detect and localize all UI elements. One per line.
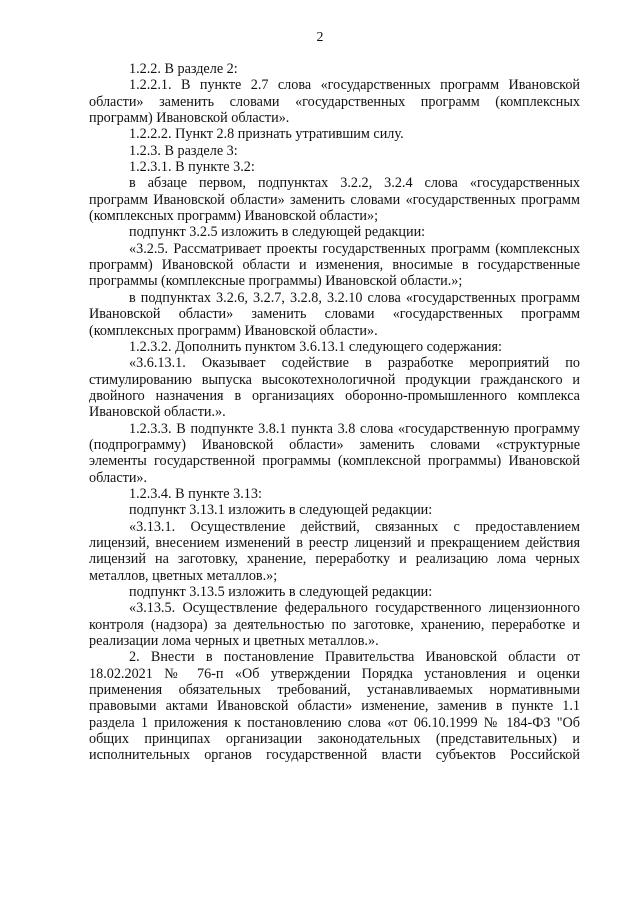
paragraph-3-13-5-intro: подпункт 3.13.5 изложить в следующей редакции: bbox=[129, 584, 433, 600]
paragraph-3-2-5-intro: подпункт 3.2.5 изложить в следующей редакции: bbox=[129, 224, 426, 241]
paragraph-3-13-1-text: «3.13.1. Осуществление действий, связанных с предоставлением лицензий, внесением изменений в реестр лицензий и прекращением действия лицензий на заготовку, хранение, переработку и реализацию лома черных металлов, цветных металлов.»; bbox=[89, 518, 580, 584]
paragraph-1-2-2: 1.2.2. В разделе 2: bbox=[129, 61, 238, 77]
paragraph-1-2-3: 1.2.3. В разделе 3: bbox=[129, 142, 238, 159]
paragraph-3-13-5-text: «3.13.5. Осуществление федерального государственного лицензионного контроля (надзора) за деятельностью по заготовке, хранению, переработке и реализации лома черных и цветных металлов.». bbox=[89, 600, 580, 650]
document-body bbox=[89, 61, 580, 764]
paragraph-first-abzac: в абзаце первом, подпунктах 3.2.2, 3.2.4 слова «государственных программ Ивановской области» заменить словами «государственных программ (комплексных программ) Ивановской области»; bbox=[89, 175, 580, 225]
paragraph-1-2-3-3: 1.2.3.3. В подпункте 3.8.1 пункта 3.8 слова «государственную программу (подпрограмму) Ивановской области» заменить словами «структурные элементы государственной программы (комплексной программы) Ивановской области». bbox=[89, 420, 580, 486]
paragraph-subpoints: в подпунктах 3.2.6, 3.2.7, 3.2.8, 3.2.10 слова «государственных программ Ивановской области» заменить словами «государственных программ (комплексных программ) Ивановской области». bbox=[89, 289, 580, 339]
paragraph-1-2-2-1: 1.2.2.1. В пункте 2.7 слова «государственных программ Ивановской области» заменить словами «государственных программ (комплексных программ) Ивановской области». bbox=[89, 77, 580, 127]
paragraph-1-2-3-4: 1.2.3.4. В пункте 3.13: bbox=[129, 485, 262, 502]
paragraph-3-6-13-1: «3.6.13.1. Оказывает содействие в разработке мероприятий по стимулированию выпуска высокотехнологичной продукции гражданского и двойного назначения в организациях оборонно-промышленного комплекса Ивановской области.». bbox=[89, 355, 580, 421]
paragraph-1-2-2-2: 1.2.2.2. Пункт 2.8 признать утратившим силу. bbox=[129, 126, 404, 143]
paragraph-1-2-3-2: 1.2.3.2. Дополнить пунктом 3.6.13.1 следующего содержания: bbox=[129, 338, 502, 355]
paragraph-3-2-5-text: «3.2.5. Рассматривает проекты государственных программ (комплексных программ) Ивановской области и изменения, вносимые в государственные программы (комплексные программы) Ивановской области.»; bbox=[89, 240, 580, 290]
paragraph-3-13-1-intro: подпункт 3.13.1 изложить в следующей редакции: bbox=[129, 502, 433, 519]
paragraph-2: 2. Внести в постановление Правительства Ивановской области от 18.02.2021 № 76-п «Об утверждении Порядка установления и оценки применения обязательных требований, устанавливаемых нормативными правовыми актами Ивановской области» изменение, заменив в пункте 1.1 раздела 1 приложения к постановлению слова «от 06.10.1999 № 184-ФЗ "Об общих принципах организации законодательных (представительных) и исполнительных органов государственной власти субъектов Российской bbox=[89, 649, 580, 764]
page-number: 2 bbox=[316, 30, 324, 45]
paragraph-1-2-3-1: 1.2.3.1. В пункте 3.2: bbox=[129, 159, 255, 176]
